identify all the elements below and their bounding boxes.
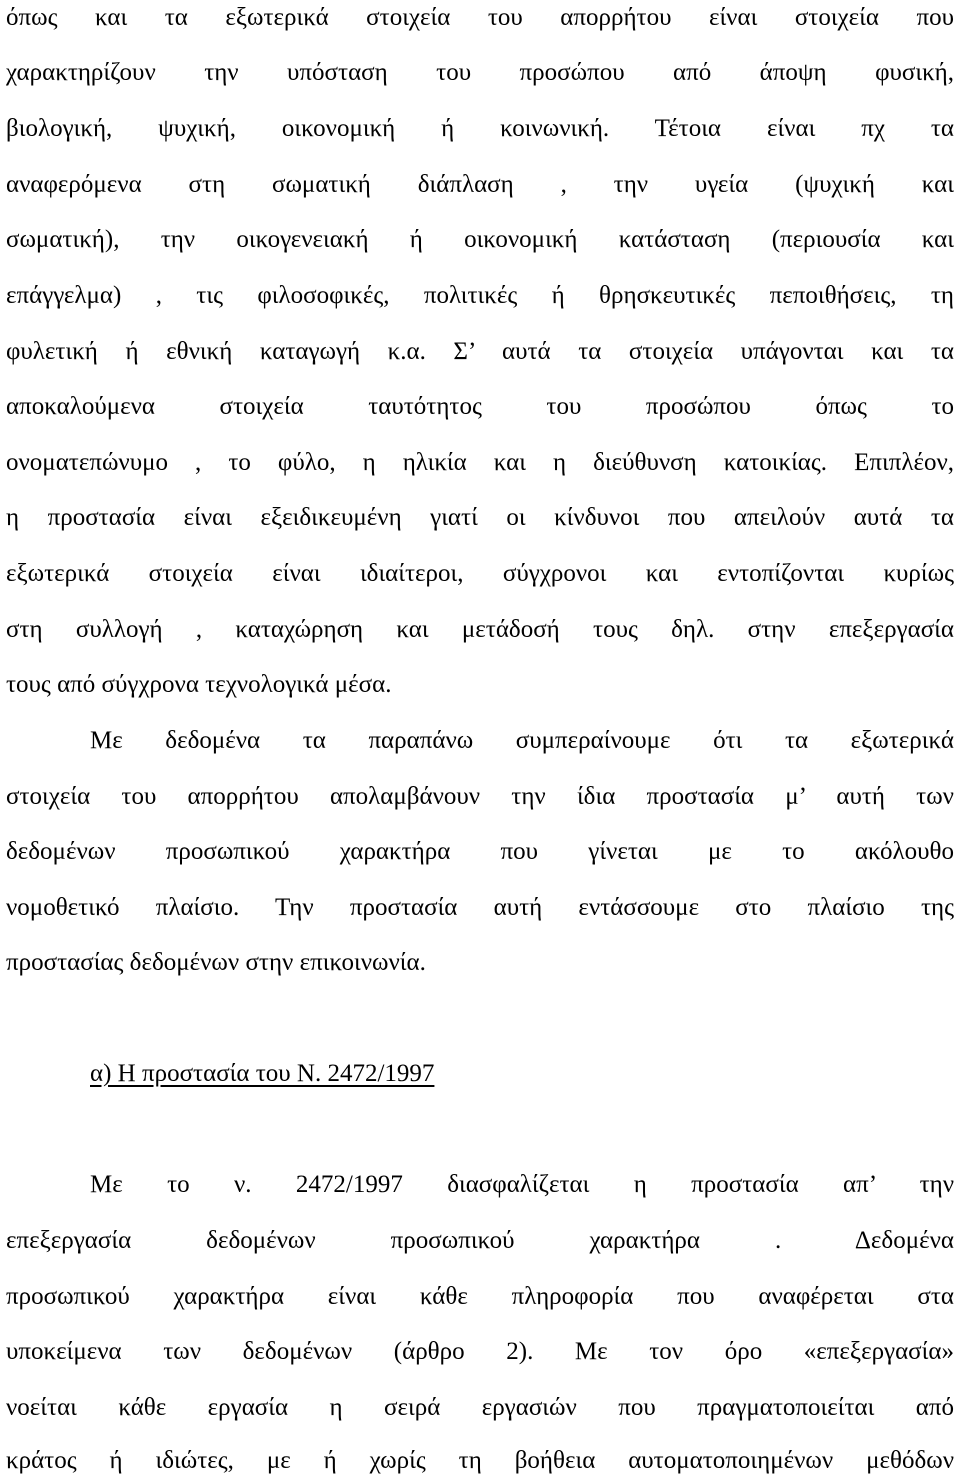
paragraph-line: κράτος ή ιδιώτες, με ή χωρίς τη βοήθεια αυτοματοποιημένων μεθόδων: [6, 1447, 954, 1474]
paragraph-line: νομοθετικό πλαίσιο. Την προστασία αυτή εντάσσουμε στο πλαίσιο της: [6, 894, 954, 921]
paragraph-line: υποκείμενα των δεδομένων (άρθρο 2). Με τον όρο «επεξεργασία»: [6, 1338, 954, 1365]
paragraph-line: Με δεδομένα τα παραπάνω συμπεραίνουμε ότι τα εξωτερικά: [90, 727, 954, 754]
paragraph-line: εξωτερικά στοιχεία είναι ιδιαίτεροι, σύγχρονοι και εντοπίζονται κυρίως: [6, 560, 954, 587]
paragraph-line: αναφερόμενα στη σωματική διάπλαση , την υγεία (ψυχική και: [6, 171, 954, 198]
paragraph-line: βιολογική, ψυχική, οικονομική ή κοινωνική. Τέτοια είναι πχ τα: [6, 115, 954, 142]
paragraph-line: νοείται κάθε εργασία η σειρά εργασιών που πραγματοποιείται από: [6, 1394, 954, 1421]
paragraph-line: προσωπικού χαρακτήρα είναι κάθε πληροφορία που αναφέρεται στα: [6, 1283, 954, 1310]
section-heading: α) Η προστασία του Ν. 2472/1997: [90, 1060, 435, 1087]
paragraph-line: ονοματεπώνυμο , το φύλο, η ηλικία και η διεύθυνση κατοικίας. Επιπλέον,: [6, 449, 954, 476]
paragraph-line: προστασίας δεδομένων στην επικοινωνία.: [6, 949, 426, 976]
paragraph-line: αποκαλούμενα στοιχεία ταυτότητος του προσώπου όπως το: [6, 393, 954, 420]
paragraph-line: στοιχεία του απορρήτου απολαμβάνουν την ίδια προστασία μ’ αυτή των: [6, 783, 954, 810]
paragraph-line: δεδομένων προσωπικού χαρακτήρα που γίνεται με το ακόλουθο: [6, 838, 954, 865]
paragraph-line: χαρακτηρίζουν την υπόσταση του προσώπου από άποψη φυσική,: [6, 59, 954, 86]
paragraph-line: στη συλλογή , καταχώρηση και μετάδοσή τους δηλ. στην επεξεργασία: [6, 616, 954, 643]
paragraph-line: όπως και τα εξωτερικά στοιχεία του απορρήτου είναι στοιχεία που: [6, 4, 954, 31]
paragraph-line: φυλετική ή εθνική καταγωγή κ.α. Σ’ αυτά τα στοιχεία υπάγονται και τα: [6, 338, 954, 365]
paragraph-line: επάγγελμα) , τις φιλοσοφικές, πολιτικές ή θρησκευτικές πεποιθήσεις, τη: [6, 282, 954, 309]
paragraph-line: επεξεργασία δεδομένων προσωπικού χαρακτήρα . Δεδομένα: [6, 1227, 954, 1254]
paragraph-line: η προστασία είναι εξειδικευμένη γιατί οι κίνδυνοι που απειλούν αυτά τα: [6, 504, 954, 531]
paragraph-line: τους από σύγχρονα τεχνολογικά μέσα.: [6, 671, 392, 698]
paragraph-line: Με το ν. 2472/1997 διασφαλίζεται η προστασία απ’ την: [90, 1171, 954, 1198]
paragraph-line: σωματική), την οικογενειακή ή οικονομική κατάσταση (περιουσία και: [6, 226, 954, 253]
